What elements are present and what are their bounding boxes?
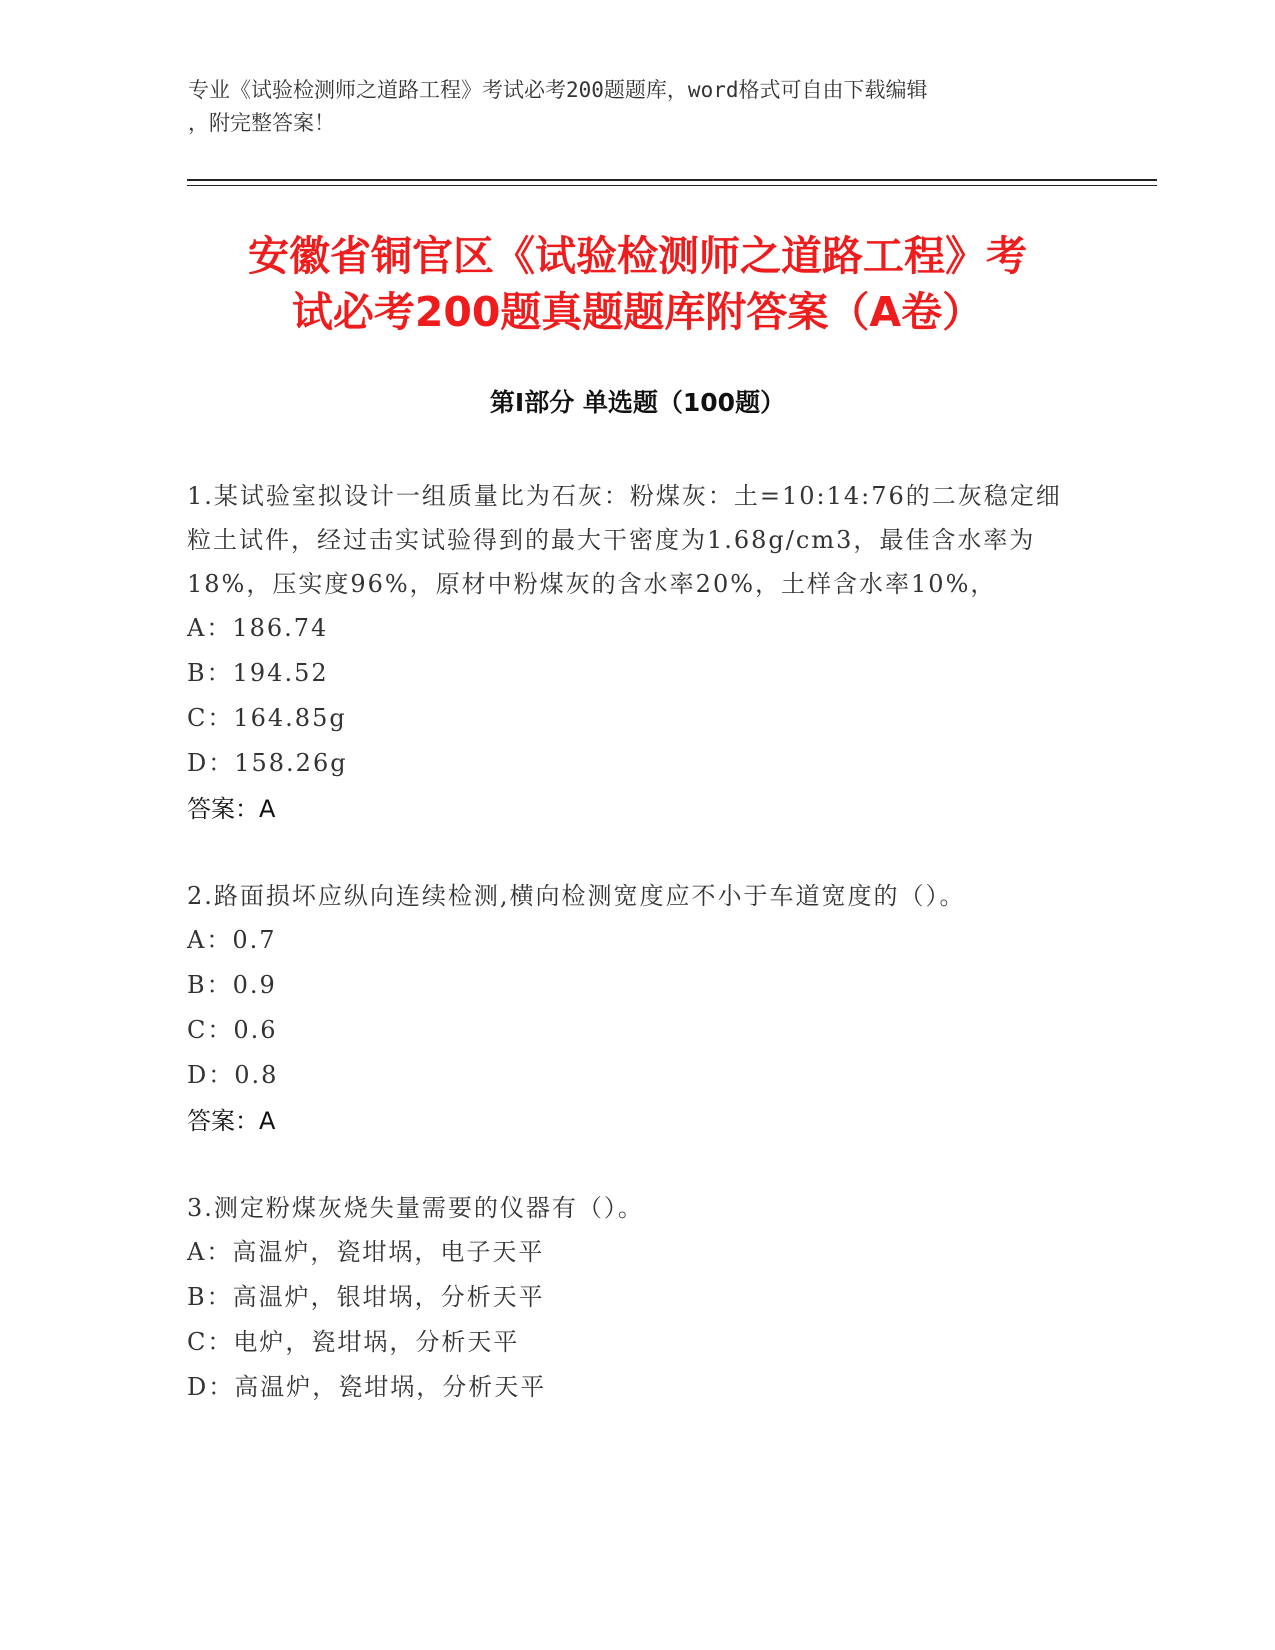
option-b: B：高温炉，银坩埚，分析天平 [187,1283,545,1311]
question-1 [187,474,1087,832]
option-d: D：0.8 [187,1061,279,1089]
option-c: C：0.6 [187,1016,278,1044]
header-divider-thin [187,185,1157,186]
question-stem: 1.某试验室拟设计一组质量比为石灰：粉煤灰：土=10:14:76的二灰稳定细粒土试件，经过击实试验得到的最大干密度为1.68g/cm3，最佳含水率为18%，压实度96%，原材中粉煤灰的含水率20%，土样含水率10%， [187,482,1062,598]
header-note-line-2: ，附完整答案！ [188,111,335,135]
option-c: C：电炉，瓷坩埚，分析天平 [187,1328,520,1356]
question-2 [187,874,1087,1144]
section-heading: 第I部分 单选题（100题） [489,388,786,417]
question-stem: 2.路面损坏应纵向连续检测,横向检测宽度应不小于车道宽度的（）。 [187,882,966,910]
document-title-line-1: 安徽省铜官区《试验检测师之道路工程》考 [248,232,1027,280]
option-d: D：158.26g [187,749,348,777]
option-a: A：高温炉，瓷坩埚，电子天平 [187,1238,545,1266]
header-note-line-1: 专业《试验检测师之道路工程》考试必考200题题库，word格式可自由下载编辑 [188,78,928,102]
answer: 答案：A [187,795,276,823]
option-d: D：高温炉，瓷坩埚，分析天平 [187,1373,547,1401]
document-title [150,228,1125,340]
question-list [187,474,1087,1452]
question-3 [187,1186,1087,1410]
header-divider [187,179,1157,181]
answer: 答案：A [187,1107,276,1135]
option-b: B：0.9 [187,971,277,999]
header-note [188,74,1088,140]
option-a: A：0.7 [187,926,277,954]
option-a: A：186.74 [187,614,329,642]
option-b: B：194.52 [187,659,329,687]
question-stem: 3.测定粉煤灰烧失量需要的仪器有（）。 [187,1194,644,1222]
document-title-line-2: 试必考200题真题题库附答案（A卷） [291,288,984,336]
option-c: C：164.85g [187,704,347,732]
